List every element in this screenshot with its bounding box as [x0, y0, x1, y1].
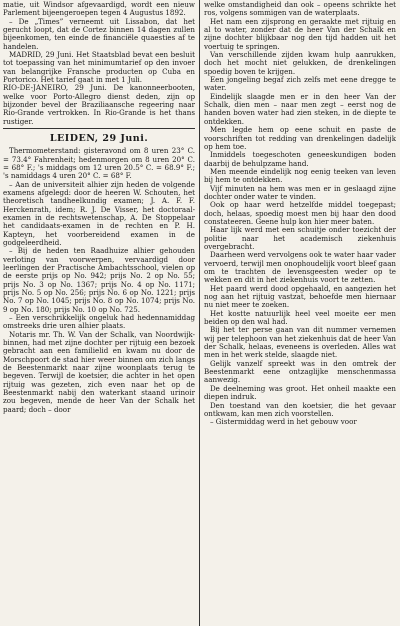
article-paragraph: Notaris mr. Th. W. Van der Schalk, van Noordwijk-binnen, had met zijne dochter per rijtuig een bezoek gebracht aan een familielid en kwam nu door de Morschpoort de stad hier weer binnen om zich langs de Beestenmarkt naar zijne woonplaats terug te begeven. Terwijl de koetsier, die achter in het open rijtuig was gezeten, zich even naar het op de Beestenmarkt nabij den waterkant staand urinoir zou begeven, mende de heer Van der Schalk het paard; doch – door [3, 329, 195, 414]
section-divider [3, 128, 195, 145]
article-paragraph: Het nam een zijsprong en geraakte met rijtuig en al to water, zonder dat de heer Van der Schalk en zijne dochter blijkbaar nog den tijd hadden uit het voertuig te springen. [204, 16, 396, 51]
article-paragraph: – Bij de heden ten Raadhuize alhier gehouden verloting van voorwerpen, vervaardigd door leerlingen der Practische Ambachtsschool, vielen op de eerste prijs op No. 942; prijs No. 2 op No. 55; prijs No. 3 op No. 1367; prijs No. 4 op No. 1171; prijs No. 5 op No. 256; prijs No. 6 op No. 1221; prijs No. 7 op No. 1045; prijs No. 8 op No. 1074; prijs No. 9 op No. 180; prijs No. 10 op No. 725. [3, 246, 195, 314]
article-paragraph: Thermometerstand: gisteravond om 8 uren 23° C. = 73.4° Fahrenheit; hedenmorgen om 8 uren 20° C. = 68° F.; 's middags om 12 uren 20.5° C. = 68.9° F.; 's namiddags 4 uren 20° C. = 68° F. [3, 146, 195, 181]
article-paragraph: Van verschillende zijden kwam hulp aanrukken, doch het mocht niet gelukken, de drenkelingen spoedig boven te krijgen. [204, 50, 396, 76]
article-paragraph: Bij het ter perse gaan van dit nummer vernemen wij per telephoon van het ziekenhuis dat de heer Van der Schalk, helaas, eveneens is overleden. Alles wat men in het werk stelde, slaagde niet. [204, 325, 396, 360]
intro-paragraph: RIO-DE-JANEIRO, 29 Juni. De kanonneerbooten, welke voor Porto-Allegro dienst deden, zijn op bijzonder bevel der Braziliaansche regeering naar Rio-Grande vertrokken. In Rio-Grande is het thans rustiger. [3, 83, 195, 126]
article-paragraph: Den toestand van den koetsier, die het gevaar ontkwam, kan men zich voorstellen. [204, 400, 396, 418]
article-paragraph: welke omstandigheid dan ook – opeens schrikte het ros, volgens sommigen van de waterplaats. [204, 0, 396, 18]
intro-paragraph: MADRID, 29 Juni. Het Staatsblad bevat een besluit tot toepassing van het minimumtarief op den invoer van belangrijke Fransche producten op Cuba en Portorico. Het tarief gaat in met 1 Juli. [3, 50, 195, 85]
left-column [3, 0, 199, 626]
article-paragraph: – Gistermiddag werd in het gebouw voor [210, 417, 357, 427]
article-paragraph: Het paard werd dood opgehaald, en aangezien het nog aan het rijtuig vastzat, behoefde men hiernaar nu niet meer te zoeken. [204, 283, 396, 310]
article-paragraph: – Aan de universiteit alhier zijn heden de volgende examens afgelegd: door de heeren W. Schouten, het theoretisch tandheelkundig examen; J. A. F. F. Herckenrath, idem; R. J. De Visser, het doctoraal-examen in de rechtswetenschap, A. De Stoppelaar het candidaats-examen in de rechten en P. H. Kapteyn, het voorbereidend examen in de godgeleerdheid. [3, 179, 195, 247]
article-paragraph: Men legde hem op eene schuit en paste de voorschriften tot redding van drenkelingen dadelijk op hem toe. [204, 125, 396, 151]
article-paragraph: Eindelijk slaagde men er in den heer Van der Schalk, dien men – naar men zegt – eerst nog de handen boven water had zien steken, in de diepte te ontdekken. [204, 91, 396, 126]
intro-paragraph: – De „Times” verneemt uit Lissabon, dat het gerucht loopt, dat de Cortez binnen 14 dagen zullen bijeenkomen, ten einde de financiële quaesties af te handelen. [3, 16, 195, 51]
article-paragraph: De deelneming was groot. Het onheil maakte een diepen indruk. [204, 383, 396, 402]
article-paragraph: Het kostte natuurlijk heel veel moeite eer men beiden op den wal had. [204, 308, 396, 327]
article-paragraph: – Een verschrikkelijk ongeluk had hedennamiddag omstreeks drie uren alhier plaats. [3, 313, 195, 331]
article-paragraph: Vijf minuten na hem was men er in geslaagd zijne dochter onder water te vinden. [204, 183, 396, 201]
article-paragraph: Haar lijk werd met een schuitje onder toezicht der politie naar het academisch ziekenhuis overgebracht. [204, 225, 396, 251]
right-column [200, 0, 396, 626]
article-paragraph: Inmiddels toegeschoten geneeskundigen boden daarbij de behulpzame hand. [204, 150, 396, 168]
article-paragraph: Men meende eindelijk nog eenig teeken van leven bij hem te ontdekken. [204, 166, 396, 185]
article-paragraph: Daarheen werd vervolgens ook te water haar vader vervoerd, terwijl men onophoudelijk voort bleef gaan om te trachten de levensgeesten weder op te wekken en dit in het ziekenhuis voort te zetten. [204, 250, 396, 285]
article-paragraph: Gelijk vanzelf spreekt was in den omtrek der Beestenmarkt eene ontzaglijke menschenmassa aanwezig. [204, 358, 396, 385]
intro-paragraph: matie, uit Windsor afgevaardigd, wordt een nieuw Parlement bijeengeroepen tegen 4 Augustus 1892. [3, 0, 195, 18]
article-paragraph: Een jongeling begaf zich zelfs met eene dregge te water. [204, 75, 396, 93]
section-heading: LEIDEN, 29 Juni. [49, 133, 149, 145]
article-paragraph: Ook op haar werd hetzelfde middel toegepast; doch, helaas, spoedig moest men bij haar den dood constateeren. Geene hulp kon hier meer baten. [204, 200, 396, 226]
